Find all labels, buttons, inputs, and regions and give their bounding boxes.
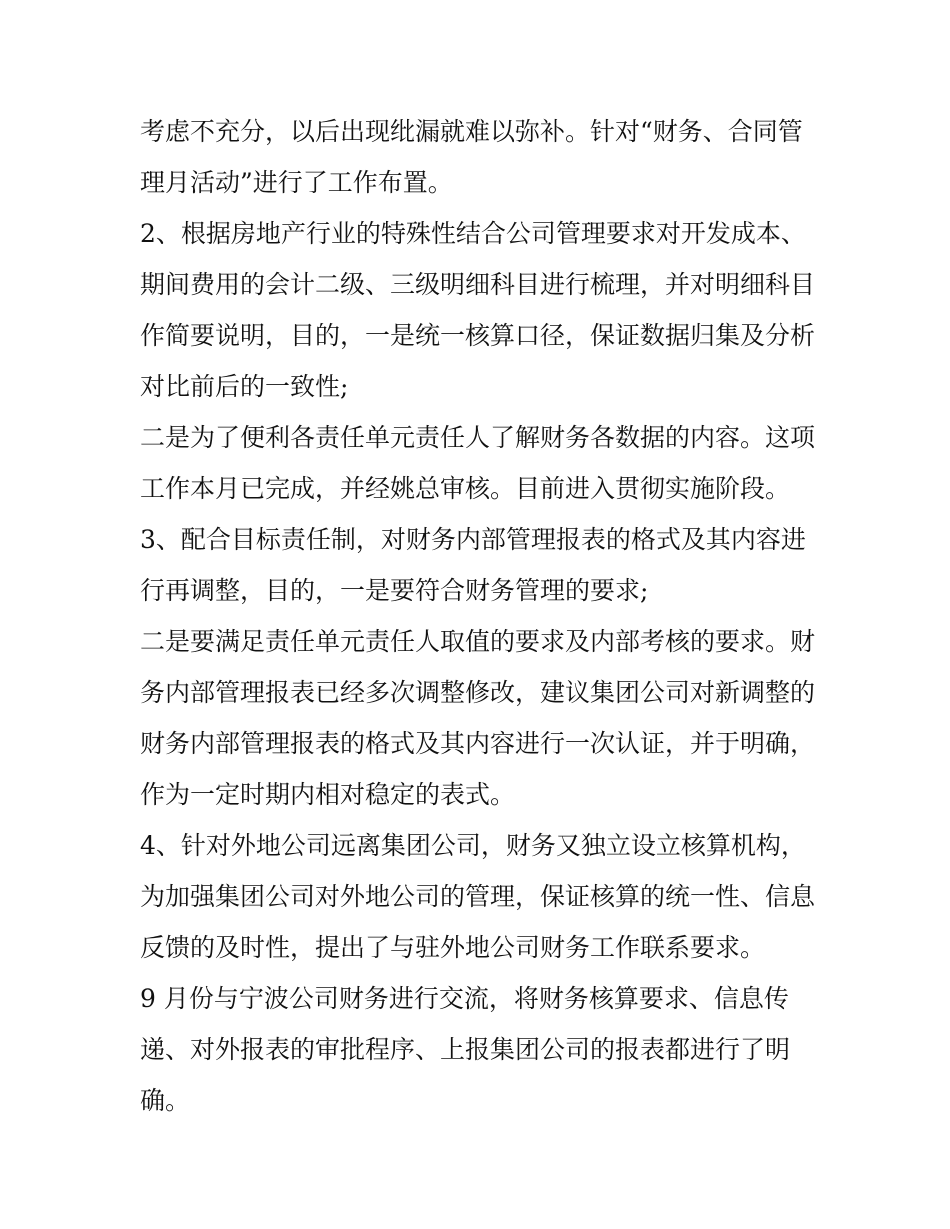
text-line: 财务内部管理报表的格式及其内容进行一次认证，并于明确， bbox=[140, 729, 816, 758]
text-line: 2、根据房地产行业的特殊性结合公司管理要求对开发成本、 bbox=[140, 219, 806, 248]
text-line: 二是为了便利各责任单元责任人了解财务各数据的内容。这项 bbox=[140, 423, 816, 452]
text-line: 为加强集团公司对外地公司的管理，保证核算的统一性、信息 bbox=[140, 882, 816, 911]
text-line: 理月活动”进行了工作布置。 bbox=[140, 168, 453, 197]
text-line: 务内部管理报表已经多次调整修改，建议集团公司对新调整的 bbox=[140, 678, 816, 707]
text-line: 9 月份与宁波公司财务进行交流，将财务核算要求、信息传 bbox=[140, 984, 789, 1013]
text-line: 工作本月已完成，并经姚总审核。目前进入贯彻实施阶段。 bbox=[140, 474, 791, 503]
body-text bbox=[140, 106, 830, 1126]
text-line: 4、针对外地公司远离集团公司，财务又独立设立核算机构， bbox=[140, 831, 806, 860]
text-line: 反馈的及时性，提出了与驻外地公司财务工作联系要求。 bbox=[140, 933, 766, 962]
text-line: 行再调整，目的，一是要符合财务管理的要求; bbox=[140, 576, 649, 605]
text-line: 期间费用的会计二级、三级明细科目进行梳理，并对明细科目 bbox=[140, 270, 816, 299]
text-line: 作为一定时期内相对稳定的表式。 bbox=[140, 780, 516, 809]
text-line: 递、对外报表的审批程序、上报集团公司的报表都进行了明 bbox=[140, 1035, 791, 1064]
text-line: 二是要满足责任单元责任人取值的要求及内部考核的要求。财 bbox=[140, 627, 816, 656]
text-line: 确。 bbox=[140, 1086, 191, 1115]
text-line: 对比前后的一致性; bbox=[140, 372, 349, 401]
text-line: 考虑不充分，以后出现纰漏就难以弥补。针对“财务、合同管 bbox=[140, 117, 803, 146]
text-line: 作简要说明，目的，一是统一核算口径，保证数据归集及分析 bbox=[140, 321, 816, 350]
text-line: 3、配合目标责任制，对财务内部管理报表的格式及其内容进 bbox=[140, 525, 806, 554]
